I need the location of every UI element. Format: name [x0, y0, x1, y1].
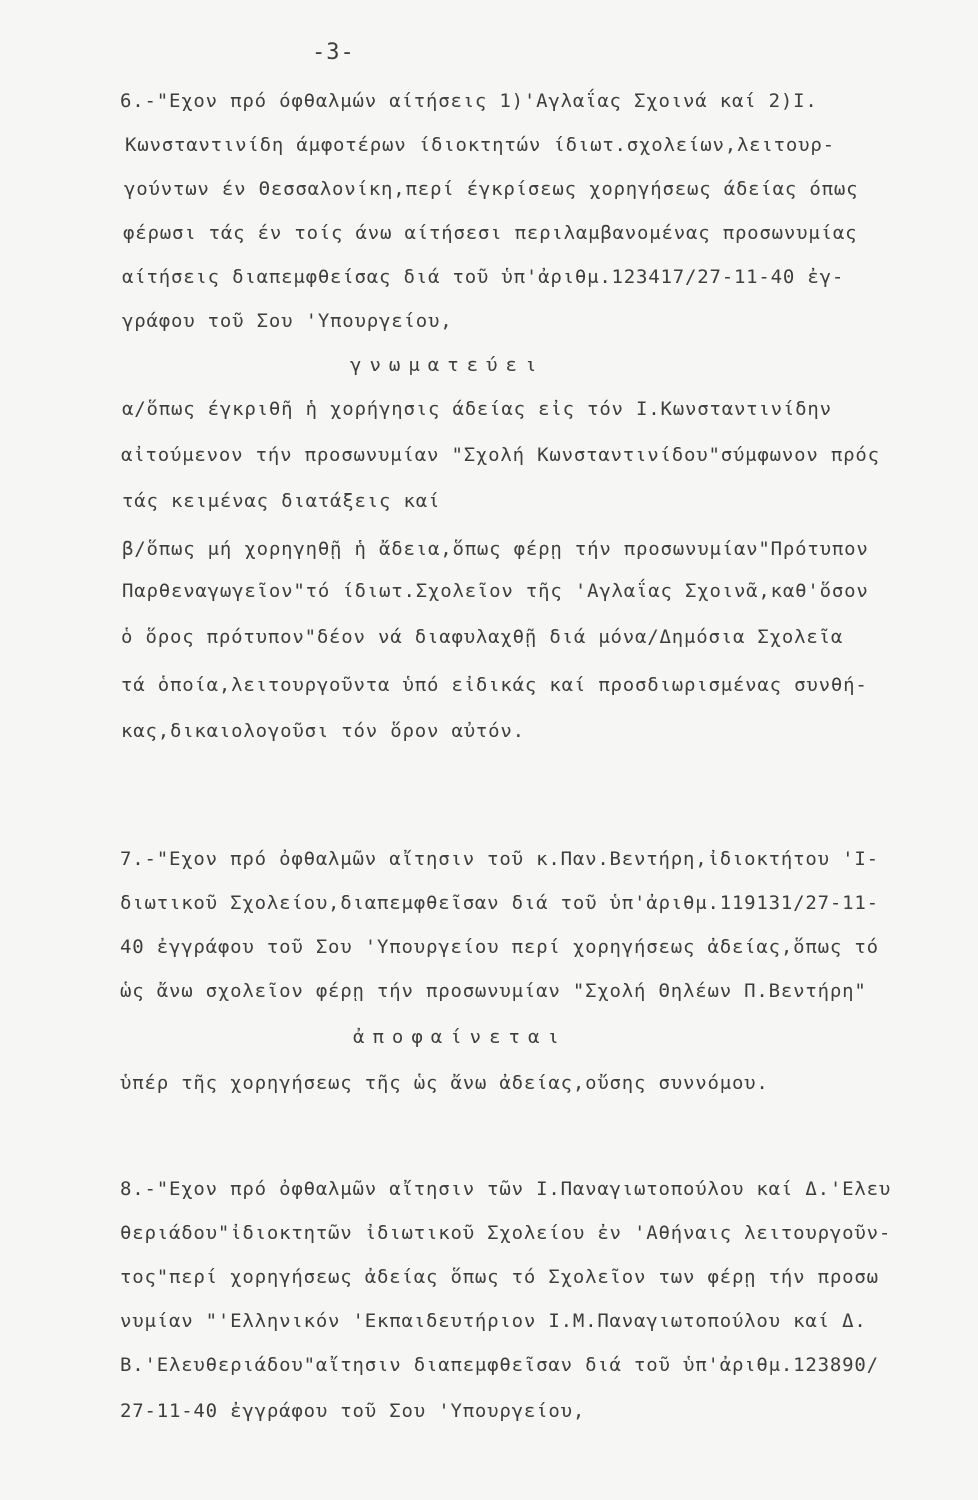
paragraph-line: γράφου τοῦ Σου 'Υπουργείου, [122, 310, 453, 332]
paragraph-line: 6.-"Εχον πρό όφθαλμών αίτήσεις 1)'Αγλαΐας Σχοινά καί 2)Ι. [120, 90, 818, 112]
paragraph-line: Β.'Ελευθεριάδου"αἴτησιν διαπεμφθεῖσαν διά τοῦ ὑπ'ἀριθμ.123890/ [120, 1354, 879, 1376]
paragraph-line: Παρθεναγωγεῖον"τό ίδιωτ.Σχολεῖον τῆς 'Αγλαΐας Σχοινᾶ,καθ'ὅσον [122, 580, 869, 602]
paragraph-line: 8.-"Εχον πρό ὀφθαλμῶν αἴτησιν τῶν Ι.Παναγιωτοπούλου καί Δ.'Ελευ [120, 1178, 892, 1200]
paragraph-line: αἰτούμενον τήν προσωνυμίαν "Σχολή Κωνσταντινίδου"σύμφωνον πρός [121, 444, 880, 466]
paragraph-line: ὁ ὅρος πρότυπον"δέον νά διαφυλαχθῇ διά μόνα/Δημόσια Σχολεῖα [121, 626, 844, 648]
page-number: -3- [312, 40, 355, 65]
paragraph-line: 40 ἐγγράφου τοῦ Σου 'Υπουργείου περί χορηγήσεως ἀδείας,ὅπως τό [120, 936, 879, 958]
paragraph-line: νυμίαν "'Ελληνικόν 'Εκπαιδευτήριον Ι.Μ.Παναγιωτοπούλου καί Δ. [120, 1310, 867, 1332]
paragraph-line: 27-11-40 ἐγγράφου τοῦ Σου 'Υπουργείου, [120, 1400, 586, 1422]
decision-word: γνωματεύει [350, 354, 545, 376]
paragraph-line: α/ὅπως έγκριθῆ ἡ χορήγησις άδείας εἰς τόν Ι.Κωνσταντινίδην [122, 398, 832, 420]
paragraph-line: θεριάδου"ἰδιοκτητῶν ἰδιωτικοῦ Σχολείου ἐν 'Αθήναις λειτουργοῦν- [120, 1222, 892, 1244]
decision-word: ἀποφαίνεται [353, 1026, 567, 1048]
paragraph-line: Κωνσταντινίδη άμφοτέρων ίδιοκτητών ίδιωτ.σχολείων,λειτουρ- [125, 134, 835, 156]
paragraph-line: φέρωσι τάς έν τοίς άνω αίτήσεσι περιλαμβανομένας προσωνυμίας [123, 222, 858, 244]
paragraph-line: 7.-"Εχον πρό ὀφθαλμῶν αἴτησιν τοῦ κ.Παν.Βεντήρη,ἰδιοκτήτου 'Ι- [120, 848, 879, 870]
paragraph-line: τος"περί χορηγήσεως ἀδείας ὅπως τό Σχολεῖον των φέρῃ τήν προσω [120, 1266, 879, 1288]
paragraph-line: διωτικοῦ Σχολείου,διαπεμφθεῖσαν διά τοῦ ὑπ'ἀριθμ.119131/27-11- [120, 892, 879, 914]
paragraph-line: κας,δικαιολογοῦσι τόν ὅρον αὐτόν. [121, 720, 525, 742]
paragraph-line: ὑπέρ τῆς χορηγήσεως τῆς ὡς ἄνω ἀδείας,οὔσης συννόμου. [120, 1072, 769, 1094]
paragraph-line: τάς κειμένας διατάξεις καί [122, 490, 441, 512]
paragraph-line: β/ὅπως μή χορηγηθῇ ἡ ἄδεια,ὅπως φέρῃ τήν προσωνυμίαν"Πρότυπον [122, 538, 869, 560]
paragraph-line: αίτήσεις διαπεμφθείσας διά τοῦ ὑπ'ἀριθμ.123417/27-11-40 ἐγ- [122, 266, 845, 288]
paragraph-line: γούντων έν Θεσσαλονίκη,περί έγκρίσεως χορηγήσεως άδείας όπως [124, 178, 859, 200]
paragraph-line: ὡς ἄνω σχολεῖον φέρῃ τήν προσωνυμίαν "Σχολή Θηλέων Π.Βεντήρη" [120, 980, 867, 1002]
paragraph-line: τά ὁποία,λειτουργοῦντα ὑπό εἰδικάς καί προσδιωρισμένας συνθή- [121, 674, 868, 696]
